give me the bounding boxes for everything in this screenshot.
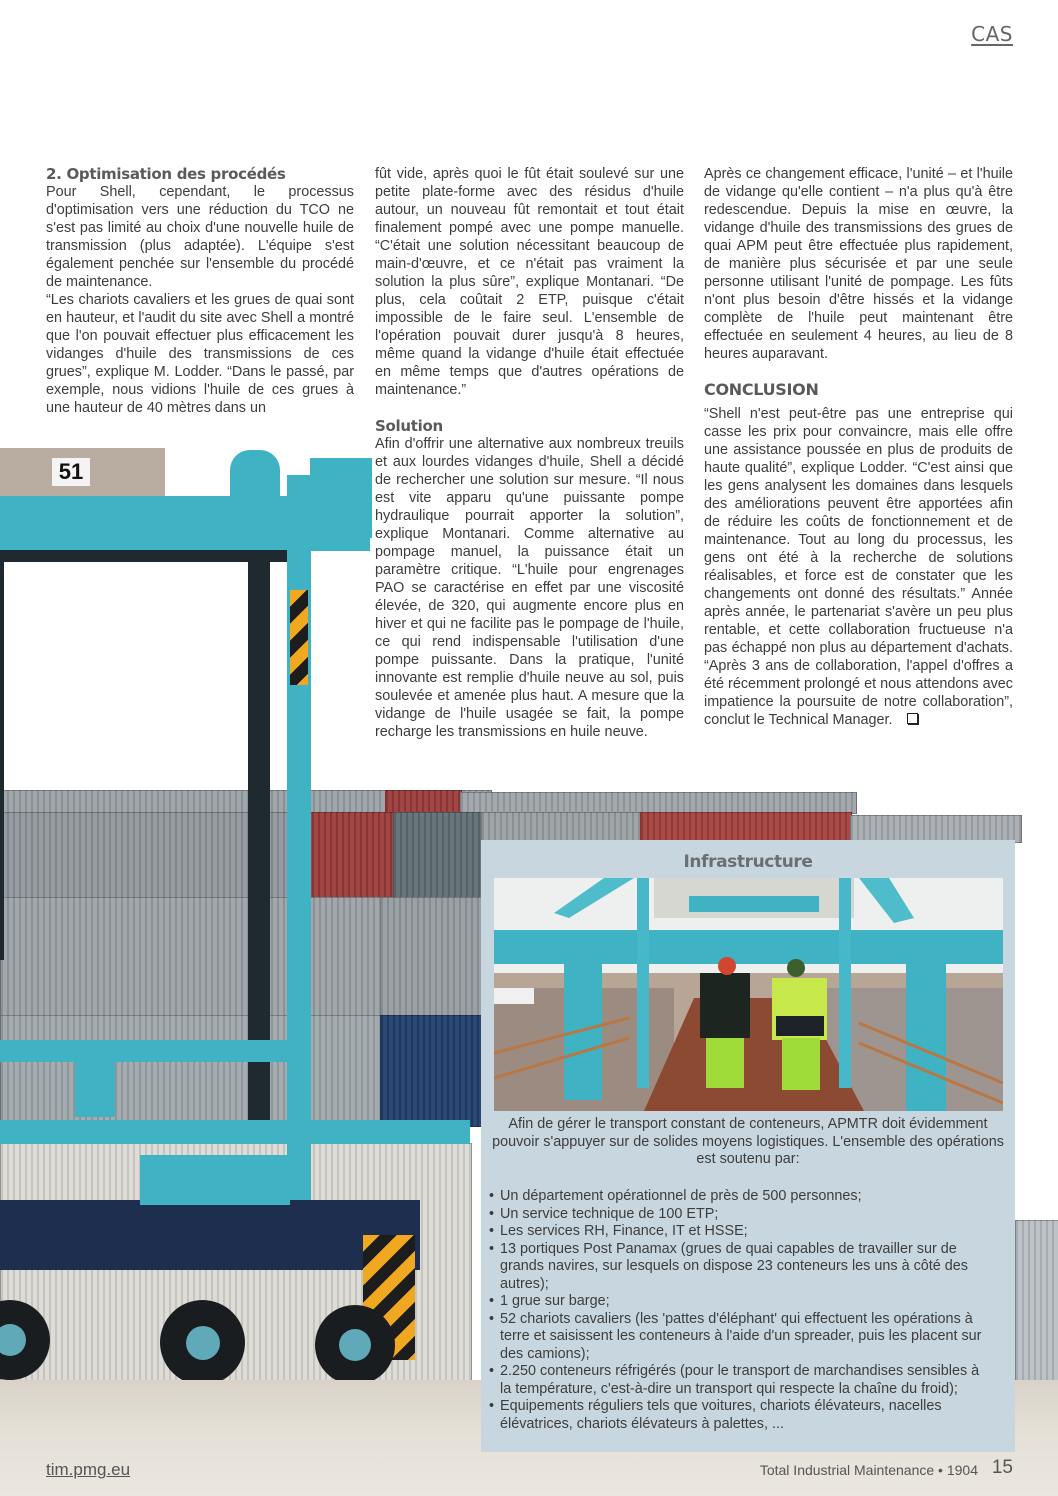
workers-photo-illustration — [494, 878, 1003, 1111]
end-of-article-icon — [907, 713, 918, 724]
crane-number: 51 — [52, 458, 90, 486]
page-number: 15 — [991, 1457, 1013, 1478]
conclusion-text: “Shell n'est peut-être pas une entreprise qui casse les prix pour convaincre, mais elle offre une assistance poussée en plus de produits de haute qualité”, explique Lodder. “C'est ainsi que les gens analysent les domaines dans lesquels des améliorations peuvent être apportées afin de réduire les coûts de fonctionnement et de maintenance. Tout au long du processus, les gens ont été à la recherche de solutions réalisables, et force est de constater que les changements ont donné des résultats.” Année après année, le partenariat s'avère un peu plus rentable, et cette collaboration fructueuse n'a pas échappé non plus au département d'achats. “Après 3 ans de collaboration, l'appel d'offres a été récemment prolongé et nous attendons avec impatience la poursuite de notre collaboration”, conclut le Technical Manager. — [704, 406, 1013, 728]
bullet-icon: • — [489, 1363, 495, 1379]
section-heading-conclusion: CONCLUSION — [704, 380, 819, 399]
article-column-2 — [375, 165, 684, 741]
bullet-icon: • — [489, 1293, 495, 1309]
bullet-icon: • — [489, 1240, 495, 1257]
paragraph — [704, 405, 1013, 729]
paragraph: fût vide, après quoi le fût était soulevé sur une petite plate-forme avec des résidus d'huile autour, un nouveau fût remontait et tout était finalement pompé avec une pompe manuelle. “C'était une solution nécessitant beaucoup de main-d'œuvre, et ce n'était pas vraiment la solution la plus sûre”, explique Montanari. “De plus, cela coûtait 2 ETP, puisque c'était impossible de le faire seul. L'ensemble de l'opération pouvait durer jusqu'à 8 heures, même quand la vidange d'huile était effectuée en même temps que d'autres opérations de maintenance.” — [375, 166, 684, 398]
bullet-icon: • — [489, 1188, 495, 1204]
paragraph: Pour Shell, cependant, le processus d'optimisation vers une réduction du TCO ne s'est pas limité au choix d'une nouvelle huile de transmission (plus adaptée). L'équipe s'est également penchée sur l'ensemble du procédé de maintenance. — [46, 184, 354, 290]
bullet-icon: • — [489, 1398, 495, 1414]
bullet-icon: • — [489, 1223, 495, 1239]
article-column-1 — [46, 165, 354, 417]
list-item: • 2.250 conteneurs réfrigérés (pour le transport de marchandises sensibles à la température, c'est-à-dire un transport qui respecte la chaîne du froid); — [489, 1363, 980, 1397]
list-item: • Les services RH, Finance, IT et HSSE; — [489, 1223, 748, 1239]
paragraph: Après ce changement efficace, l'unité – et l'huile de vidange qu'elle contient – n'a plus qu'à être redescendue. Depuis la mise en œuvre, la vidange d'huile des transmissions des grues de quai APM peut être effectuée plus rapidement, de manière plus sécurisée et par une seule personne utilisant l'unité de pompage. Les fûts n'ont plus besoin d'être hissés et la vidange complète de l'huile peut maintenant être effectuée en seulement 4 heures, au lieu de 8 heures auparavant. — [704, 166, 1013, 362]
bullet-icon: • — [489, 1205, 495, 1222]
paragraph: “Les chariots cavaliers et les grues de quai sont en hauteur, et l'audit du site avec Shell a montré que l'on pouvait effectuer plus efficacement les vidanges d'huile des transmissions de ces grues”, explique M. Lodder. “Dans le passé, par exemple, nous vidions l'huile de ces grues à une hauteur de 40 mètres dans un — [46, 292, 354, 416]
website-link[interactable]: tim.pmg.eu — [46, 1460, 131, 1479]
list-item: • 52 chariots cavaliers (les 'pattes d'éléphant' qui effectuent les opérations à terre et saisissent les conteneurs à l'aide d'un spreader, puis les placent sur des camions); — [489, 1310, 982, 1362]
infobox-intro: Afin de gérer le transport constant de conteneurs, APMTR doit évidemment pouvoir s'appuyer sur de solides moyens logistiques. L'ensemble des opérations est soutenu par: — [492, 1116, 1004, 1167]
section-label: CAS — [971, 22, 1013, 46]
magazine-issue: Total Industrial Maintenance • 1904 — [759, 1462, 978, 1478]
list-item: • 1 grue sur barge; — [489, 1293, 610, 1309]
list-item: • Un département opérationnel de près de 500 personnes; — [489, 1188, 862, 1204]
list-item: • Un service technique de 100 ETP; — [489, 1205, 719, 1222]
infobox-title: Infrastructure — [683, 852, 813, 872]
infrastructure-box — [481, 840, 1015, 1452]
bullet-icon: • — [489, 1310, 495, 1327]
section-heading-solution: Solution — [375, 417, 443, 435]
section-heading-optimisation: 2. Optimisation des procédés — [46, 165, 286, 183]
list-item: • Equipements réguliers tels que voitures, chariots élévateurs, nacelles élévatrices, chariots élévateurs à palettes, ... — [489, 1398, 942, 1432]
list-item: • 13 portiques Post Panamax (grues de quai capables de travailler sur de grands navires, sur lesquels on dispose 23 conteneurs les uns à côté des autres); — [489, 1240, 968, 1292]
infrastructure-list — [489, 1188, 989, 1433]
workers-on-crane-photo — [494, 878, 1003, 1111]
paragraph: Afin d'offrir une alternative aux nombreux treuils et aux lourdes vidanges d'huile, Shell a décidé de rechercher une solution sur mesure. “Il nous est vite apparu qu'une puissante pompe hydraulique pourrait apporter la solution”, explique Montanari. Comme alternative au pompage manuel, la puissance était un paramètre critique. “L'huile pour engrenages PAO se caractérise en effet par une viscosité élevée, de 320, qui augmente encore plus en hiver et qui ne facilite pas le pompage de l'huile, ce qui rend indispensable l'utilisation d'une pompe puissante. Dans la pratique, l'unité innovante est remplie d'huile neuve au sol, puis soulevée et amenée plus haut. A mesure que la vidange de l'huile usagée se fait, la pompe recharge les transmissions en huile neuve. — [375, 436, 684, 740]
article-column-3 — [704, 165, 1013, 729]
